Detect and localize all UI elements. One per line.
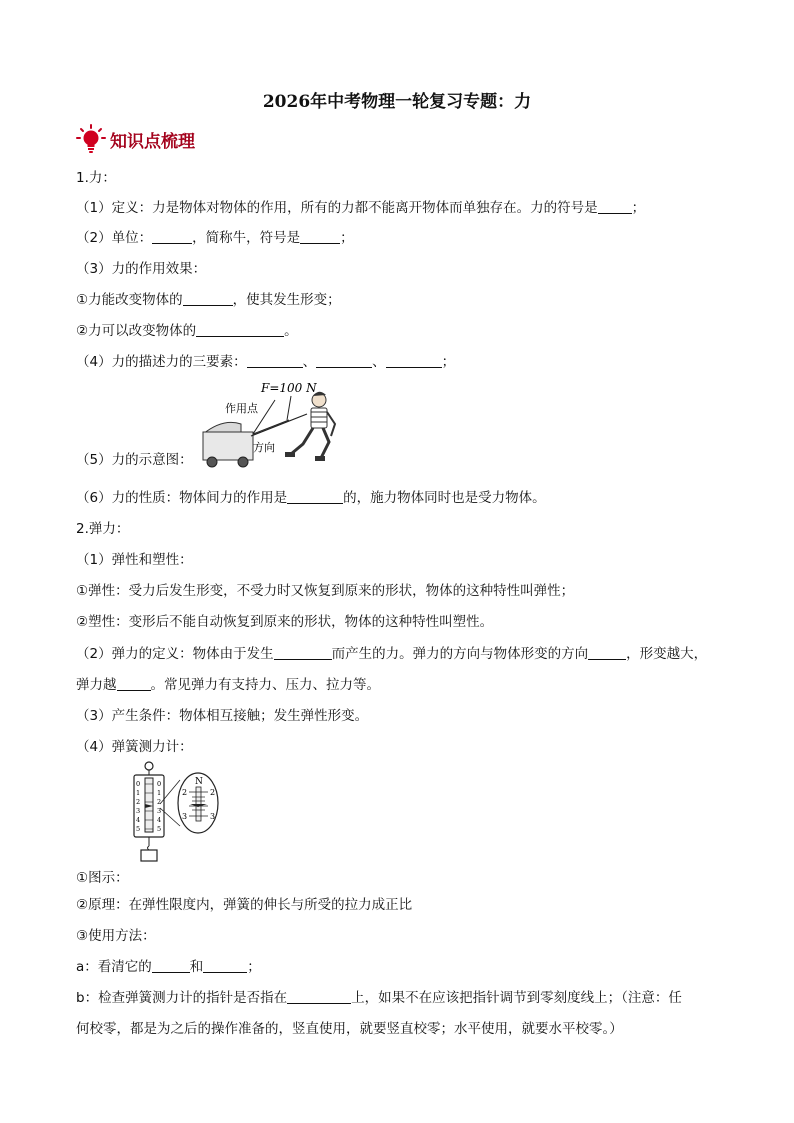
elastic-sub1: （1）弹性和塑性：: [76, 552, 193, 568]
page-title: 2026年中考物理一轮复习专题：力: [262, 92, 532, 112]
plasticity-def: ②塑性：变形后不能自动恢复到原来的形状，物体的这种特性叫塑性。: [76, 614, 494, 630]
svg-text:1: 1: [157, 789, 162, 797]
svg-text:0: 0: [157, 780, 162, 788]
svg-text:4: 4: [157, 816, 162, 824]
svg-text:3: 3: [157, 807, 162, 815]
meter-figure-label: ①图示：: [76, 870, 129, 886]
force-three-elements: （4）力的描述力的三要素： 、 、 ；: [76, 354, 456, 370]
svg-text:N: N: [195, 777, 203, 787]
meter-usage-a: a：看清它的 和 ；: [76, 959, 261, 975]
svg-text:2: 2: [157, 798, 162, 806]
elastic-heading: 2.弹力：: [76, 521, 130, 537]
force-effect-heading: （3）力的作用效果：: [76, 261, 207, 277]
svg-text:2: 2: [210, 788, 216, 797]
elastic-definition-2: 弹力越 。常见弹力有支持力、压力、拉力等。: [76, 677, 380, 693]
meter-usage-b-2: 何校零，都是为之后的操作准备的，竖直使用，就要竖直校零；水平使用，就要水平校零。）: [76, 1021, 623, 1037]
meter-principle: ②原理：在弹性限度内，弹簧的伸长与所受的拉力成正比: [76, 897, 413, 913]
force-effect-2: ②力可以改变物体的 。: [76, 323, 298, 339]
lightbulb-icon: [76, 124, 106, 154]
svg-text:5: 5: [157, 825, 162, 833]
meter-usage-heading: ③使用方法：: [76, 928, 156, 944]
section-label: 知识点梳理: [110, 131, 195, 152]
hanging-weight: [141, 850, 157, 861]
point-label: 作用点: [225, 402, 258, 415]
force-diagram: [195, 378, 355, 470]
force-definition: （1）定义：力是物体对物体的作用，所有的力都不能离开物体而单独存在。力的符号是 ；: [76, 200, 646, 216]
svg-text:2: 2: [136, 798, 141, 806]
svg-text:3: 3: [210, 812, 216, 821]
force-heading: 1.力：: [76, 170, 116, 186]
svg-text:2: 2: [182, 788, 188, 797]
section-heading: [76, 124, 195, 154]
svg-text:0: 0: [136, 780, 141, 788]
svg-text:4: 4: [136, 816, 141, 824]
svg-text:5: 5: [136, 825, 141, 833]
svg-text:3: 3: [136, 807, 141, 815]
elastic-definition: （2）弹力的定义：物体由于发生 而产生的力。弹力的方向与物体形变的方向 ，形变越大，: [76, 646, 708, 662]
force-label: F=100 N: [261, 381, 317, 395]
svg-text:1: 1: [136, 789, 141, 797]
elastic-condition: （3）产生条件：物体相互接触；发生弹性形变。: [76, 708, 369, 724]
meter-usage-b: b：检查弹簧测力计的指针是否指在 上，如果不在应该把指针调节到零刻度线上；（注意：任: [76, 990, 682, 1006]
scale-hook-top: [145, 762, 153, 770]
elasticity-def: ①弹性：受力后发生形变，不受力时又恢复到原来的形状，物体的这种特性叫弹性；: [76, 583, 575, 599]
spring-scale-figure: [126, 760, 226, 862]
force-effect-1: ①力能改变物体的 ，使其发生形变；: [76, 292, 341, 308]
force-nature: （6）力的性质：物体间力的作用是 的，施力物体同时也是受力物体。: [76, 490, 546, 506]
cart: [203, 432, 253, 460]
direction-label: 方向: [253, 441, 275, 454]
svg-text:3: 3: [182, 812, 188, 821]
force-unit: （2）单位： ，简称牛，符号是 ；: [76, 230, 354, 246]
meter-heading: （4）弹簧测力计：: [76, 739, 193, 755]
force-diagram-label: （5）力的示意图：: [76, 452, 193, 468]
